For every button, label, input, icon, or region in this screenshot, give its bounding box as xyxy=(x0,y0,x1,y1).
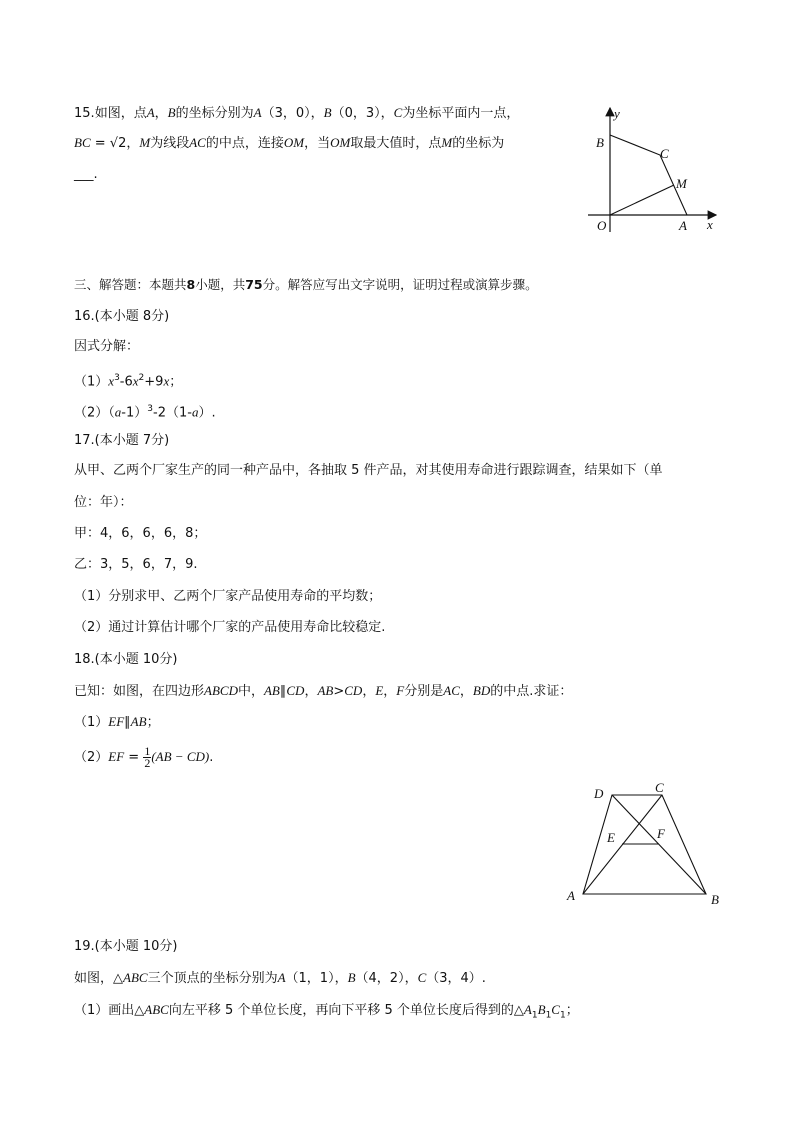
q16-header: 16.(本小题 8分) xyxy=(74,309,170,324)
q17-line1: 从甲、乙两个厂家生产的同一种产品中，各抽取 5 件产品，对其使用寿命进行跟踪调查，结果如下（单 xyxy=(74,463,663,478)
label-m: M xyxy=(676,176,687,191)
label-c: C xyxy=(660,146,669,161)
q15-line1: 15.如图，点A，B的坐标分别为A（3，0），B（0，3），C为坐标平面内一点， xyxy=(74,105,520,121)
q16-title: 因式分解： xyxy=(74,339,140,354)
q18-header: 18.(本小题 10分) xyxy=(74,652,178,667)
q18-quadrilateral-figure xyxy=(566,778,726,908)
q17-jia-data: 甲：4，6，6，6，8； xyxy=(74,526,207,541)
label-e: E xyxy=(607,830,615,845)
label-x: x xyxy=(707,217,713,232)
label-f: F xyxy=(657,826,665,841)
q18-part1: （1）EF∥AB； xyxy=(74,714,160,730)
label-b: B xyxy=(596,135,604,150)
section3-heading: 三、解答题：本题共8小题，共75分。解答应写出文字说明，证明过程或演算步骤。 xyxy=(74,277,538,292)
q17-header: 17.(本小题 7分) xyxy=(74,433,170,448)
label-a: A xyxy=(567,888,575,903)
fraction-one-half: $\frac{1}{2}$ xyxy=(144,744,151,770)
segment-om xyxy=(610,185,674,215)
label-y: y xyxy=(614,106,620,121)
segment-bca xyxy=(610,135,687,215)
label-a: A xyxy=(679,218,687,233)
q19-statement: 如图，△ABC三个顶点的坐标分别为A（1，1），B（4，2），C（3，4）. xyxy=(74,970,486,986)
q15-answer-blank: ___. xyxy=(74,167,98,182)
q16-part2: $(2)(a-1)^3-2(1-a)$. xyxy=(74,404,216,421)
q19-header: 19.(本小题 10分) xyxy=(74,939,178,954)
q16-part1: $(1)x^3-6x^2+9x$； xyxy=(74,373,183,390)
sqrt-two: √2 xyxy=(109,136,127,151)
q18-statement: 已知：如图，在四边形ABCD中，AB∥CD，AB>CD，E，F分别是AC，BD的中点.求证： xyxy=(74,683,573,699)
q15-coordinate-figure xyxy=(588,102,728,236)
q17-part1: （1）分别求甲、乙两个厂家产品使用寿命的平均数； xyxy=(74,589,382,604)
q19-part1: （1）画出△ABC向左平移 5 个单位长度，再向下平移 5 个单位长度后得到的$\triangle A_1B_1C_1$； xyxy=(74,1002,579,1021)
q18-part2: （2）EF = $\frac{1}{2}$ (AB − CD). xyxy=(74,744,214,770)
label-d: D xyxy=(594,786,604,801)
q17-line2: 位：年）： xyxy=(74,495,133,510)
label-b: B xyxy=(711,892,719,907)
q17-part2: （2）通过计算估计哪个厂家的产品使用寿命比较稳定. xyxy=(74,620,386,635)
q17-yi-data: 乙：3，5，6，7，9. xyxy=(74,557,198,572)
q15-line2: BC = √2，M为线段AC的中点，连接OM，当OM取最大值时，点M的坐标为 xyxy=(74,135,505,151)
label-c: C xyxy=(655,780,664,795)
label-o: O xyxy=(597,218,607,233)
